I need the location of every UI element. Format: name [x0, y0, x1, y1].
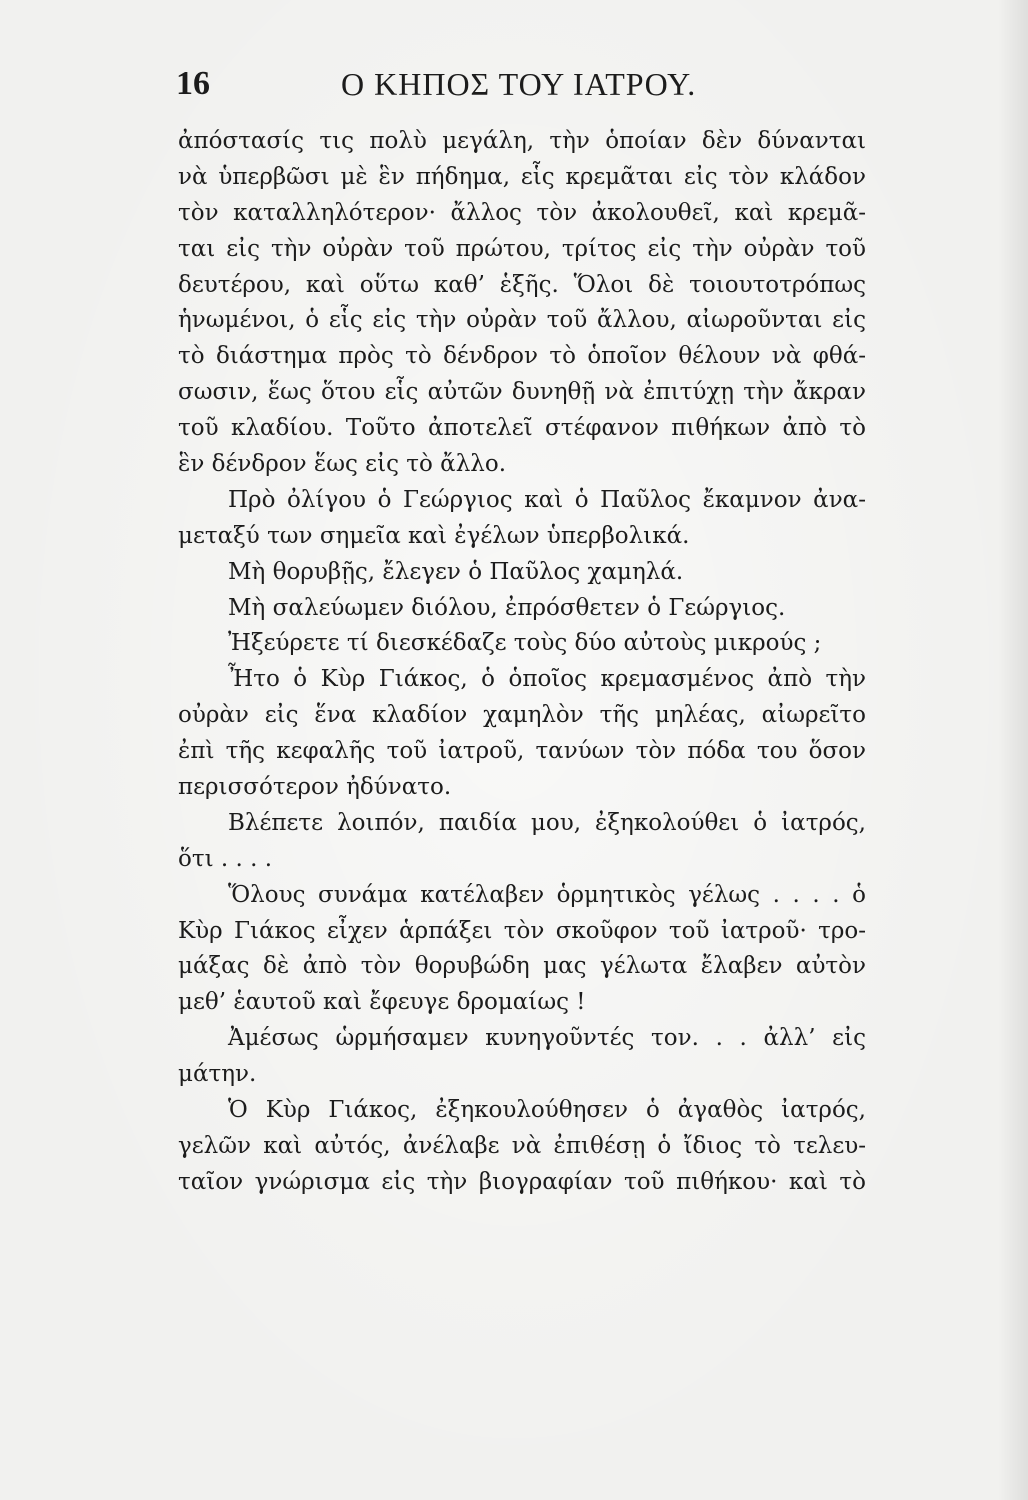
page-header [176, 62, 876, 106]
text-line: ἡνωμένοι, ὁ εἷς εἰς τὴν οὐρὰν τοῦ ἄλλου, αἰωροῦνται εἰς [178, 307, 866, 334]
text-line: Ἦτο ὁ Κὺρ Γιάκος, ὁ ὁποῖος κρεμασμένος ἀπὸ τὴν [228, 666, 866, 693]
text-line: Ὁ Κὺρ Γιάκος, ἐξηκουλούθησεν ὁ ἀγαθὸς ἰατρός, [228, 1097, 866, 1124]
text-line: μεθ’ ἑαυτοῦ καὶ ἔφευγε δρομαίως ! [178, 989, 586, 1016]
text-line: γελῶν καὶ αὐτός, ἀνέλαβε νὰ ἐπιθέσῃ ὁ ἴδιος τὸ τελευ- [178, 1132, 866, 1159]
text-line: τοῦ κλαδίου. Τοῦτο ἀποτελεῖ στέφανον πιθήκων ἀπὸ τὸ [178, 415, 866, 442]
text-line: Μὴ σαλεύωμεν διόλου, ἐπρόσθετεν ὁ Γεώργιος. [228, 594, 786, 621]
text-line: ται εἰς τὴν οὐρὰν τοῦ πρώτου, τρίτος εἰς τὴν οὐρὰν τοῦ [178, 235, 866, 262]
text-line: ἐπὶ τῆς κεφαλῆς τοῦ ἰατροῦ, τανύων τὸν πόδα του ὅσον [178, 738, 866, 765]
text-line: τὸ διάστημα πρὸς τὸ δένδρον τὸ ὁποῖον θέλουν νὰ φθά- [178, 343, 866, 370]
text-line: Μὴ θορυβῇς, ἔλεγεν ὁ Παῦλος χαμηλά. [228, 558, 684, 585]
text-line: μεταξύ των σημεῖα καὶ ἐγέλων ὑπερβολικά. [178, 522, 690, 549]
text-line: ταῖον γνώρισμα εἰς τὴν βιογραφίαν τοῦ πιθήκου· καὶ τὸ [178, 1168, 866, 1195]
text-line: περισσότερον ἠδύνατο. [178, 774, 452, 801]
text-line: ὅτι . . . . [178, 845, 273, 872]
text-line: νὰ ὑπερβῶσι μὲ ἓν πήδημα, εἷς κρεμᾶται εἰς τὸν κλάδον [178, 163, 866, 190]
text-line: Πρὸ ὀλίγου ὁ Γεώργιος καὶ ὁ Παῦλος ἔκαμνον ἀνα- [228, 486, 866, 513]
page-number: 16 [176, 65, 210, 102]
text-line: μάξας δὲ ἀπὸ τὸν θορυβώδη μας γέλωτα ἔλαβεν αὐτὸν [178, 953, 866, 980]
text-line: μάτην. [178, 1061, 257, 1088]
text-line: τὸν καταλληλότερον· ἄλλος τὸν ἀκολουθεῖ, καὶ κρεμᾶ- [178, 199, 866, 226]
text-line: Ὅλους συνάμα κατέλαβεν ὁρμητικὸς γέλως . . . . ὁ [228, 881, 866, 908]
text-line: σωσιν, ἕως ὅτου εἷς αὐτῶν δυνηθῇ νὰ ἐπιτύχῃ τὴν ἄκραν [178, 379, 866, 406]
text-line: Ἀμέσως ὡρμήσαμεν κυνηγοῦντές τον. . . ἀλλ’ εἰς [228, 1025, 866, 1052]
text-line: οὐρὰν εἰς ἕνα κλαδίον χαμηλὸν τῆς μηλέας, αἰωρεῖτο [178, 702, 866, 729]
text-line: Ἠξεύρετε τί διεσκέδαζε τοὺς δύο αὐτοὺς μικρούς ; [228, 630, 822, 657]
text-line: Βλέπετε λοιπόν, παιδία μου, ἐξηκολούθει ὁ ἰατρός, [228, 809, 866, 836]
body-text [178, 124, 866, 1201]
text-line: δευτέρου, καὶ οὕτω καθ’ ἑξῆς. Ὅλοι δὲ τοιουτοτρόπως [178, 271, 866, 298]
text-line: Κὺρ Γιάκος εἶχεν ἁρπάξει τὸν σκοῦφον τοῦ ἰατροῦ· τρο- [178, 917, 866, 944]
text-line: ἓν δένδρον ἕως εἰς τὸ ἄλλο. [178, 451, 507, 478]
running-title: Ο ΚΗΠΟΣ ΤΟΥ ΙΑΤΡΟΥ. [341, 66, 697, 102]
page-edge-shadow [998, 0, 1028, 1500]
text-line: ἀπόστασίς τις πολὺ μεγάλη, τὴν ὁποίαν δὲν δύνανται [178, 128, 866, 154]
